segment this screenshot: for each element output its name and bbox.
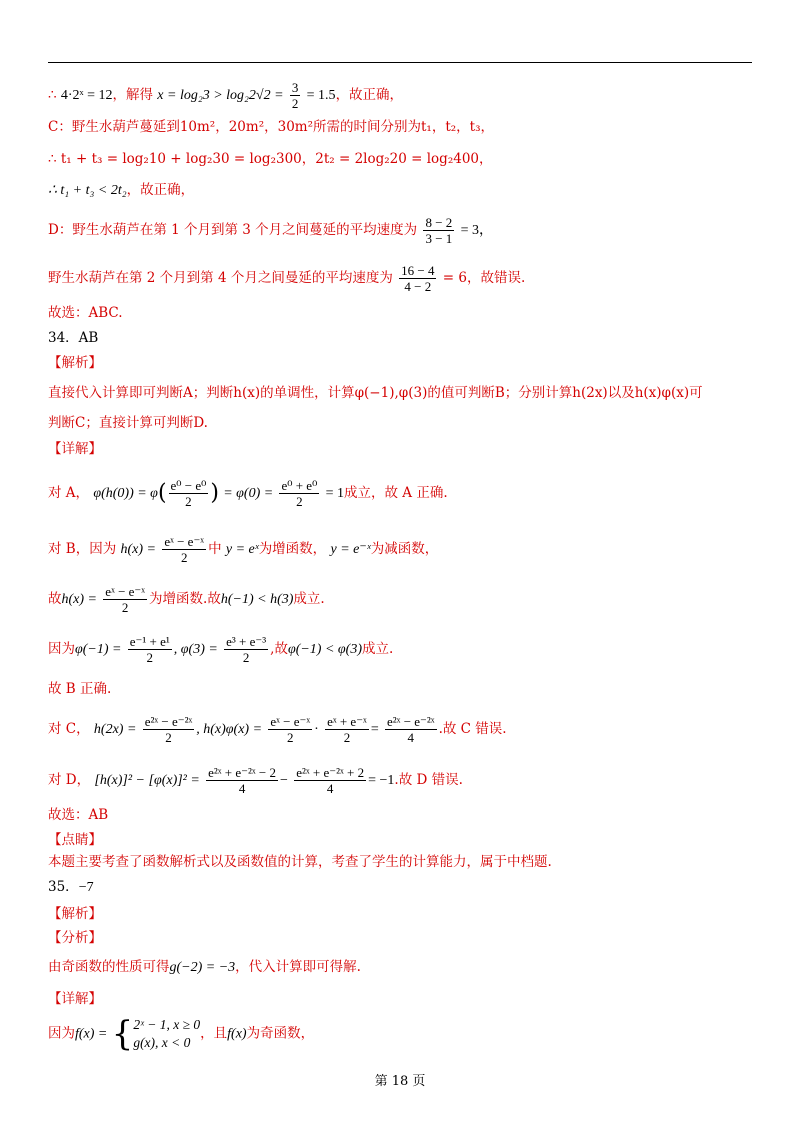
- fraction: [103, 584, 147, 615]
- denominator: 2: [296, 494, 303, 509]
- numerator: 16 − 4: [401, 263, 435, 278]
- line-17: 故 B 正确.: [48, 681, 112, 697]
- line-15: [48, 584, 325, 615]
- numerator: 3: [291, 80, 299, 95]
- fraction: [162, 534, 206, 565]
- math-expr: = −1: [368, 773, 395, 788]
- math-expr: = 1: [325, 486, 344, 501]
- math-expr: φ(−1) < φ(3): [287, 642, 362, 657]
- fraction: [325, 714, 369, 745]
- question-number-34: 34．AB: [48, 330, 99, 346]
- section-heading: 【解析】: [48, 906, 102, 922]
- case-row: 2ˣ − 1, x ≥ 0: [133, 1017, 201, 1032]
- math-expr: φ(h(0)) = φ: [93, 486, 158, 501]
- text: 成立.: [362, 641, 394, 657]
- section-heading: 【分析】: [48, 930, 102, 946]
- text: D：野生水葫芦在第 1 个月到第 3 个月之间蔓延的平均速度为: [48, 222, 418, 238]
- text: 对 D，: [48, 772, 91, 788]
- line-2: C：野生水葫芦蔓延到10m²，20m²，30m²所需的时间分别为t₁，t₂，t₃，: [48, 119, 495, 135]
- numerator: eˣ − e⁻ˣ: [164, 534, 205, 549]
- denominator: 4: [326, 781, 334, 796]
- denominator: 2: [165, 730, 172, 745]
- line-7: 故选：ABC.: [48, 305, 123, 321]
- line-13: 对 A， φ(h(0)) = φ( $\frac{\text{e⁰ − e⁰}}{2}$ ) = φ(0) = $\frac{\text{e⁰ + e⁰}}{2}$ = 1成立，故 A 正确.: [48, 478, 448, 509]
- header-rule: [48, 62, 752, 63]
- math-expr: , h(x)φ(x) =: [196, 722, 263, 737]
- math-expr: h(x) =: [61, 592, 97, 607]
- math-expr: h(x) =: [120, 542, 157, 557]
- numerator: eˣ + e⁻ˣ: [327, 714, 367, 729]
- math-expr: f(x) =: [75, 1026, 108, 1042]
- line-16: [48, 634, 393, 665]
- numerator: 8 − 2: [425, 215, 453, 230]
- math-expr: y = e⁻ˣ: [330, 542, 371, 557]
- text: 对 B，因为: [48, 541, 117, 557]
- math-expr: [h(x)]² − [φ(x)]² =: [94, 773, 200, 788]
- text: = 6，故错误.: [442, 270, 526, 286]
- numerator: e²ˣ + e⁻²ˣ + 2: [296, 765, 365, 780]
- fraction: [279, 478, 319, 509]
- math-expr: h(−1) < h(3): [220, 592, 294, 607]
- math-expr: f(x): [227, 1026, 247, 1042]
- numerator: e⁻¹ + e¹: [129, 634, 170, 649]
- text: 成立.: [293, 591, 325, 607]
- denominator: 2: [343, 730, 351, 745]
- section-heading: 【详解】: [48, 441, 102, 457]
- line-11: 判断C；直接计算可判断D.: [48, 415, 208, 431]
- text: 野生水葫芦在第 2 个月到第 4 个月之间曼延的平均速度为: [48, 270, 393, 286]
- text: 中: [208, 541, 222, 557]
- numerator: e⁰ − e⁰: [170, 478, 207, 493]
- math-expr: = 3，: [460, 223, 494, 238]
- numerator: e⁰ + e⁰: [281, 478, 318, 493]
- numerator: e²ˣ + e⁻²ˣ − 2: [208, 765, 277, 780]
- numerator: eˣ − e⁻ˣ: [105, 584, 146, 599]
- denominator: 3 − 1: [425, 231, 453, 246]
- fraction: [399, 263, 436, 294]
- fraction: [128, 634, 172, 665]
- text: 为奇函数，: [246, 1025, 315, 1042]
- fraction: [224, 634, 268, 665]
- line-20: 故选：AB: [48, 807, 109, 823]
- fraction: [268, 714, 312, 745]
- line-4: [48, 181, 194, 200]
- text: 故: [48, 591, 62, 607]
- numerator: e²ˣ − e⁻²ˣ: [387, 714, 435, 729]
- text: 为增函数，: [258, 541, 327, 557]
- math-expr: ∴ t₁ + t₃ < 2t₂: [48, 183, 127, 198]
- fraction: [290, 80, 301, 111]
- math-expr: ·: [314, 722, 319, 737]
- section-heading: 【解析】: [48, 355, 102, 371]
- line-1: [48, 80, 403, 111]
- math-expr: −: [280, 773, 288, 788]
- math-expr: x = log₂3 > log₂2√2 =: [157, 88, 284, 103]
- numerator: e²ˣ − e⁻²ˣ: [144, 714, 193, 729]
- denominator: 2: [121, 600, 129, 615]
- piecewise-cases: [133, 1016, 200, 1052]
- fraction: [169, 478, 209, 509]
- math-expr: = φ(0) =: [223, 486, 274, 501]
- text: 为增函数.故: [149, 591, 221, 607]
- line-10: 直接代入计算即可判断A；判断h(x)的单调性，计算φ(−1),φ(3)的值可判断B；分别计算h(2x)以及h(x)φ(x)可: [48, 385, 703, 401]
- text: ，故正确，: [335, 87, 404, 103]
- text: 由奇函数的性质可得: [48, 959, 170, 975]
- text: ，解得: [112, 87, 153, 103]
- denominator: 2: [180, 550, 188, 565]
- text: ，代入计算即可得解.: [235, 959, 361, 975]
- text: 35．: [48, 879, 79, 895]
- line-19: [48, 765, 463, 796]
- math-expr: g(−2) = −3: [169, 960, 236, 975]
- text: 成立，故 A 正确.: [343, 485, 448, 501]
- line-14: [48, 534, 438, 565]
- math-expr: 4·2ˣ = 12: [60, 88, 113, 103]
- math-expr: = 1.5: [306, 88, 336, 103]
- text: 对 C，: [48, 721, 90, 737]
- case-row: g(x), x < 0: [133, 1035, 191, 1050]
- text: ,故: [270, 641, 288, 657]
- denominator: 4: [407, 730, 415, 745]
- denominator: 2: [291, 96, 299, 111]
- math-expr: =: [370, 722, 379, 737]
- question-number-35: [48, 878, 94, 897]
- therefore-symbol: ∴: [48, 87, 57, 103]
- line-28: [48, 1016, 314, 1052]
- math-expr: φ(−1) =: [75, 642, 122, 657]
- fraction: [385, 714, 437, 745]
- text: .故 D 错误.: [394, 772, 463, 788]
- page-number: 第 18 页: [374, 1074, 426, 1089]
- denominator: 2: [146, 650, 154, 665]
- line-6: [48, 263, 525, 294]
- answer-value: −7: [78, 880, 94, 895]
- denominator: 4: [238, 781, 246, 796]
- denominator: 4 − 2: [404, 279, 432, 294]
- text: 因为: [48, 1025, 75, 1042]
- line-3: ∴ t₁ + t₃ = log₂10 + log₂30 = log₂300，2t₂ = 2log₂20 = log₂400，: [48, 151, 493, 167]
- math-expr: h(2x) =: [93, 722, 137, 737]
- numerator: e³ + e⁻³: [226, 634, 267, 649]
- section-heading: 【详解】: [48, 991, 102, 1007]
- denominator: 2: [185, 494, 192, 509]
- text: 因为: [48, 641, 75, 657]
- denominator: 2: [242, 650, 250, 665]
- fraction: [143, 714, 195, 745]
- fraction: [294, 765, 366, 796]
- text: 为减函数，: [370, 541, 439, 557]
- text: .故 C 错误.: [438, 721, 507, 737]
- line-18: [48, 714, 507, 745]
- text: 对 A，: [48, 485, 90, 501]
- text: ，且: [200, 1025, 228, 1042]
- line-5: [48, 215, 493, 246]
- section-heading: 【点睛】: [48, 832, 102, 848]
- line-26: [48, 958, 361, 977]
- denominator: 2: [286, 730, 294, 745]
- fraction: [423, 215, 454, 246]
- line-22: 本题主要考查了函数解析式以及函数值的计算，考查了学生的计算能力，属于中档题.: [48, 854, 552, 870]
- math-expr: y = eˣ: [225, 542, 259, 557]
- fraction: [206, 765, 278, 796]
- text: ，故正确，: [126, 182, 195, 198]
- left-brace: {: [111, 1014, 134, 1054]
- math-expr: , φ(3) =: [173, 642, 218, 657]
- numerator: eˣ − e⁻ˣ: [270, 714, 311, 729]
